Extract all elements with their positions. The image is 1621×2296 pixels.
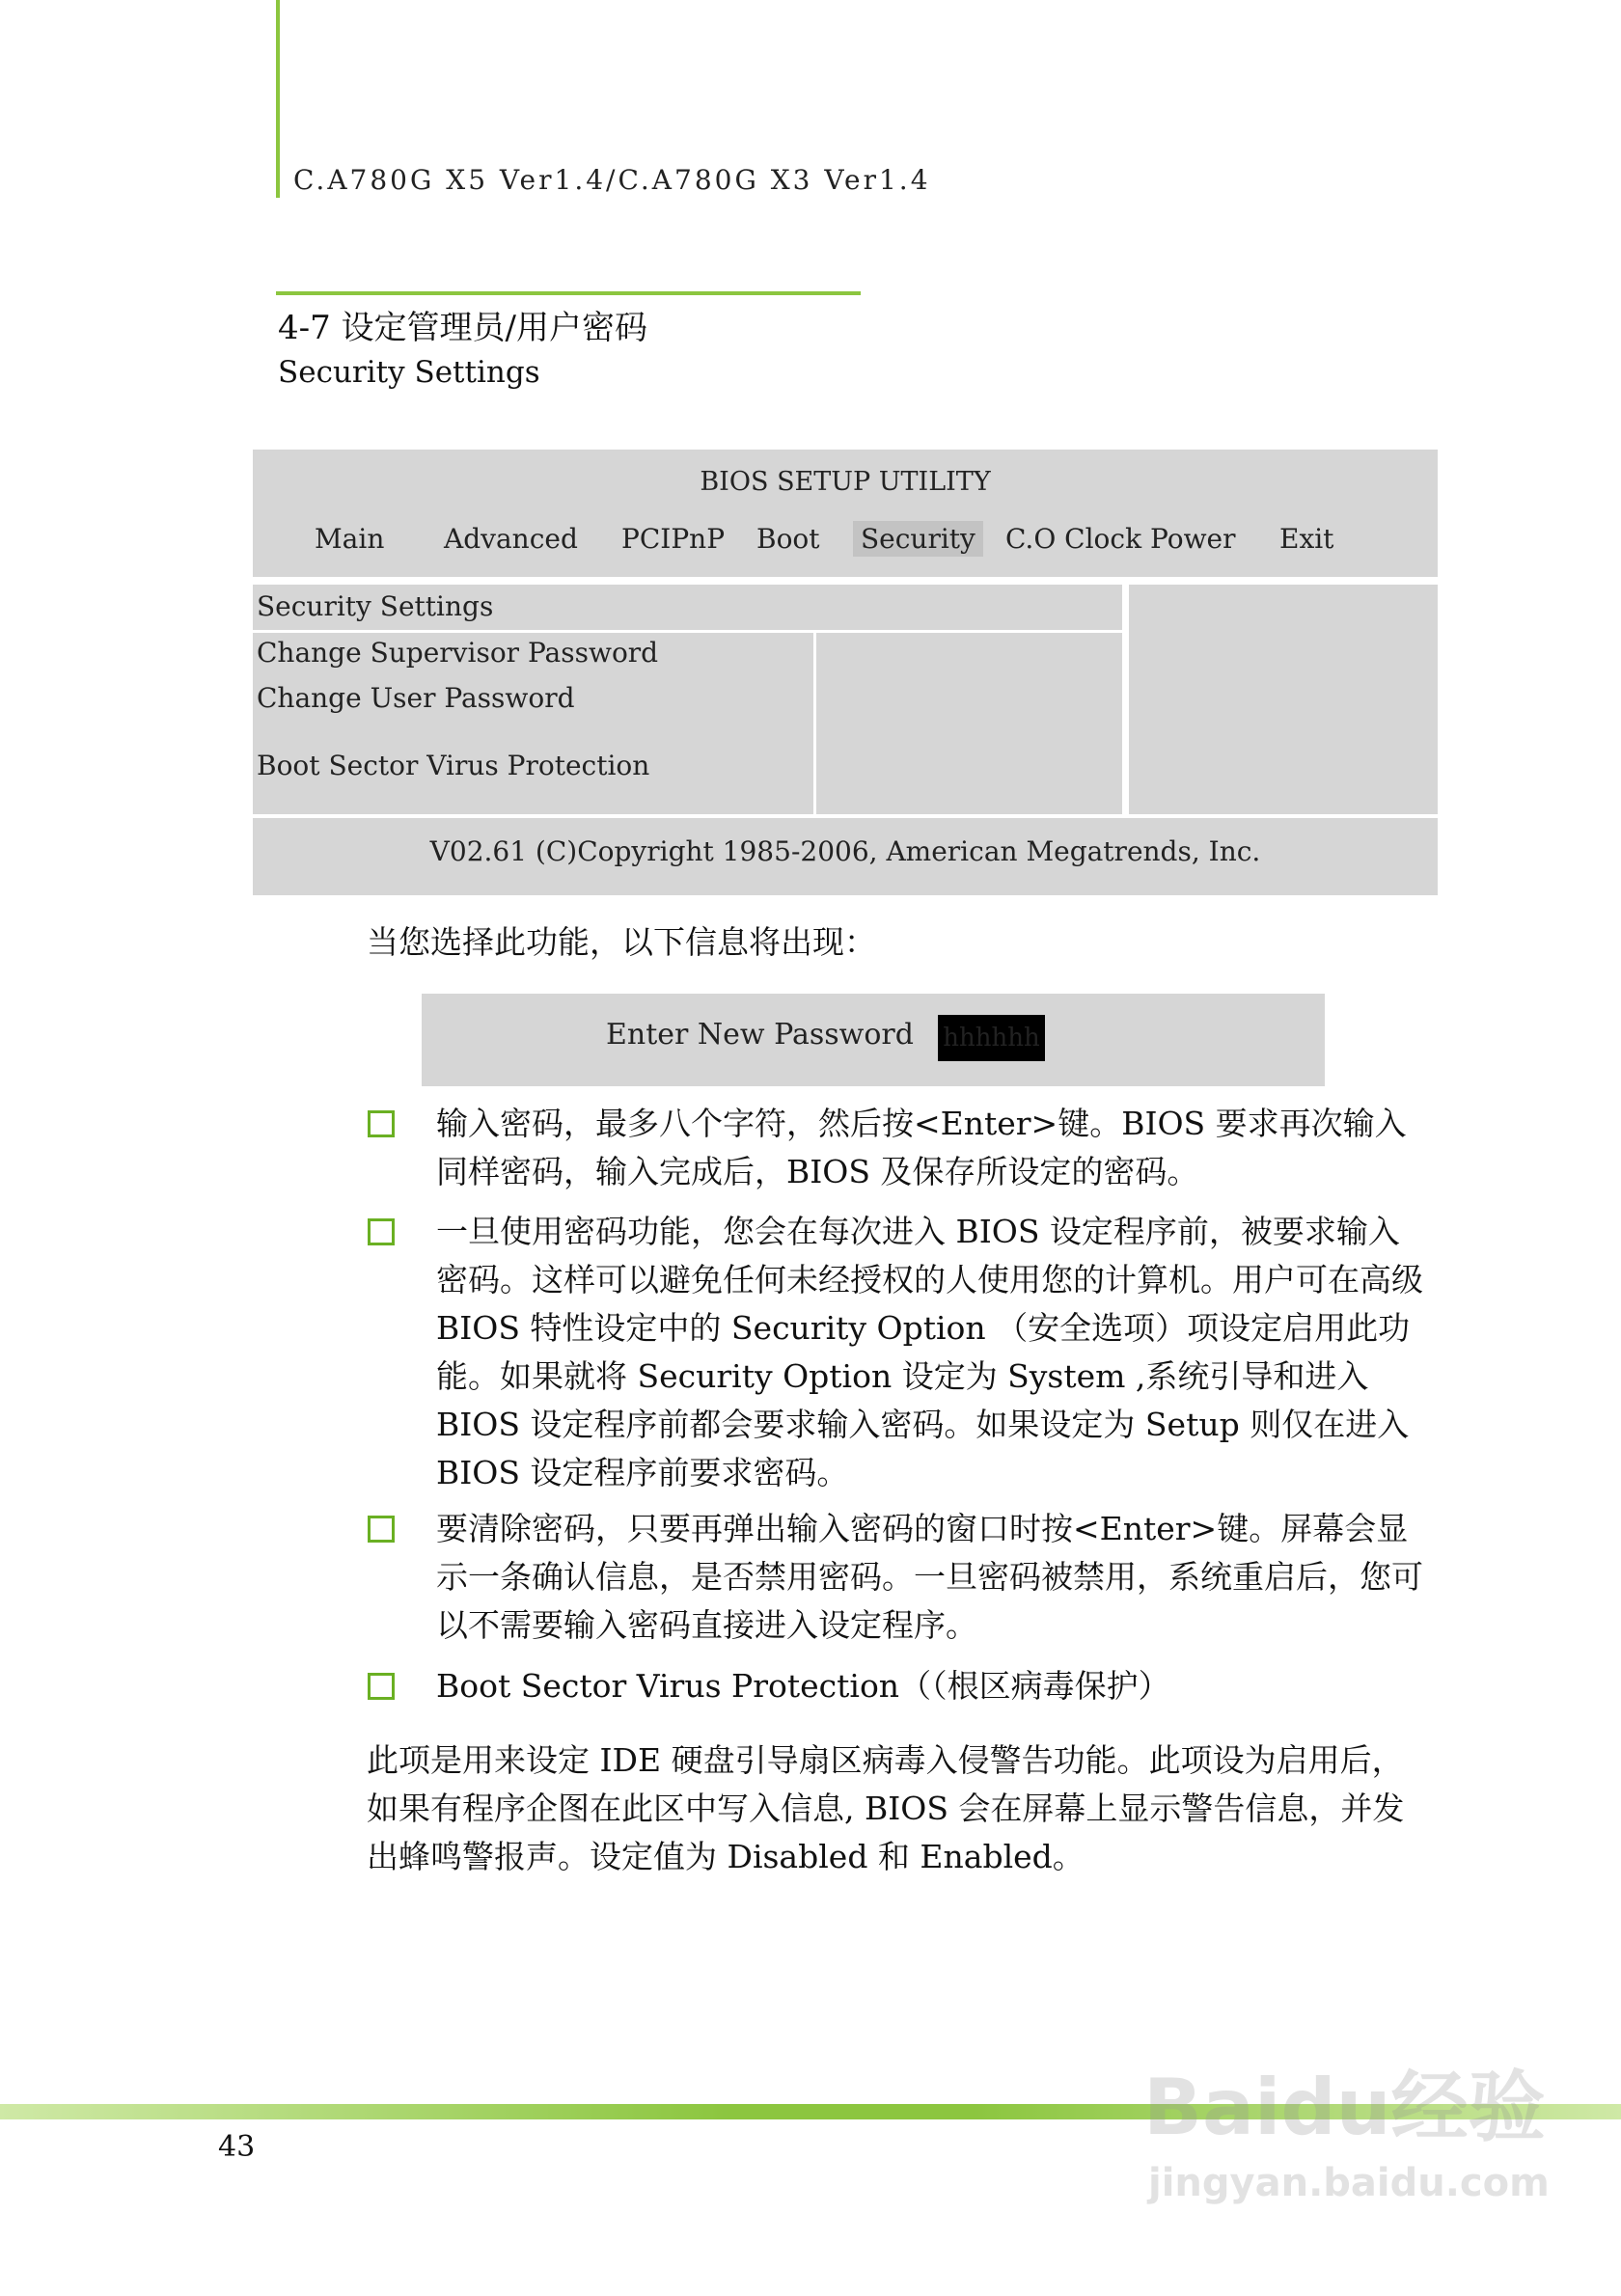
- bios-title-separator: [253, 630, 1124, 633]
- bios-item-user-password[interactable]: Change User Password: [257, 682, 575, 714]
- section-title: 4-7 设定管理员/用户密码: [278, 309, 648, 347]
- bullet-checkbox-icon: [368, 1673, 395, 1700]
- password-input[interactable]: hhhhhh: [938, 1015, 1045, 1061]
- bios-panel-separator: [1122, 585, 1129, 814]
- password-label: Enter New Password: [606, 1018, 914, 1052]
- bios-menu-pcipnp[interactable]: PCIPnP: [621, 523, 726, 555]
- bios-menu-power[interactable]: Power: [1150, 523, 1236, 555]
- bullet-text: 一旦使用密码功能，您会在每次进入 BIOS 设定程序前，被要求输入密码。这样可以避免任何未经授权的人使用您的计算机。用户可在高级 BIOS 特性设定中的 Security Option （安全选项）项设定启用此功能。如果就将 Security Option 设定为 System ,系统引导和进入 BIOS 设定程序前都会要求输入密码。如果设定为 Setup 则仅在进入 BIOS 设定程序前要求密码。: [436, 1213, 1423, 1491]
- bios-menu-advanced[interactable]: Advanced: [444, 523, 578, 555]
- bullet-checkbox-icon: [368, 1218, 395, 1245]
- bios-panel-title: Security Settings: [257, 590, 494, 622]
- bullet-checkbox-icon: [368, 1516, 395, 1543]
- section-subtitle: Security Settings: [278, 355, 540, 390]
- bios-help-panel: [1129, 585, 1438, 814]
- bios-title: BIOS SETUP UTILITY: [700, 467, 991, 497]
- bios-menu-security[interactable]: Security: [853, 521, 983, 557]
- header-accent-line: [276, 0, 280, 198]
- bios-item-virus-protection[interactable]: Boot Sector Virus Protection: [257, 750, 650, 781]
- closing-paragraph: 此项是用来设定 IDE 硬盘引导扇区病毒入侵警告功能。此项设为启用后，如果有程序企图在此区中写入信息, BIOS 会在屏幕上显示警告信息，并发出蜂鸣警报声。设定值为 Disabled 和 Enabled。: [367, 1741, 1405, 1875]
- bios-column-separator: [813, 633, 816, 814]
- bullet-checkbox-icon: [368, 1110, 395, 1137]
- bullet-text: 要清除密码，只要再弹出输入密码的窗口时按<Enter>键。屏幕会显示一条确认信息，是否禁用密码。一旦密码被禁用，系统重启后，您可以不需要输入密码直接进入设定程序。: [436, 1510, 1423, 1644]
- bios-copyright: V02.61 (C)Copyright 1985-2006, American Megatrends, Inc.: [429, 835, 1261, 867]
- bios-menu-exit[interactable]: Exit: [1279, 523, 1334, 555]
- section-rule: [276, 291, 861, 295]
- bios-menu-coclock[interactable]: C.O Clock: [1005, 523, 1142, 555]
- bios-menu-main[interactable]: Main: [315, 523, 385, 555]
- bios-item-supervisor-password[interactable]: Change Supervisor Password: [257, 637, 659, 669]
- header-model: C.A780G X5 Ver1.4/C.A780G X3 Ver1.4: [293, 164, 931, 196]
- baidu-watermark-logo: Baidu经验: [1143, 2063, 1546, 2152]
- intro-text: 当您选择此功能，以下信息将出现：: [367, 923, 876, 961]
- page-number: 43: [218, 2130, 256, 2164]
- bullet-text: 输入密码，最多八个字符，然后按<Enter>键。BIOS 要求再次输入同样密码，输入完成后，BIOS 及保存所设定的密码。: [436, 1105, 1407, 1190]
- baidu-watermark-url: jingyan.baidu.com: [1148, 2161, 1550, 2205]
- bullet-text: Boot Sector Virus Protection（（根区病毒保护）: [436, 1667, 1170, 1705]
- bios-menu-boot[interactable]: Boot: [756, 523, 820, 555]
